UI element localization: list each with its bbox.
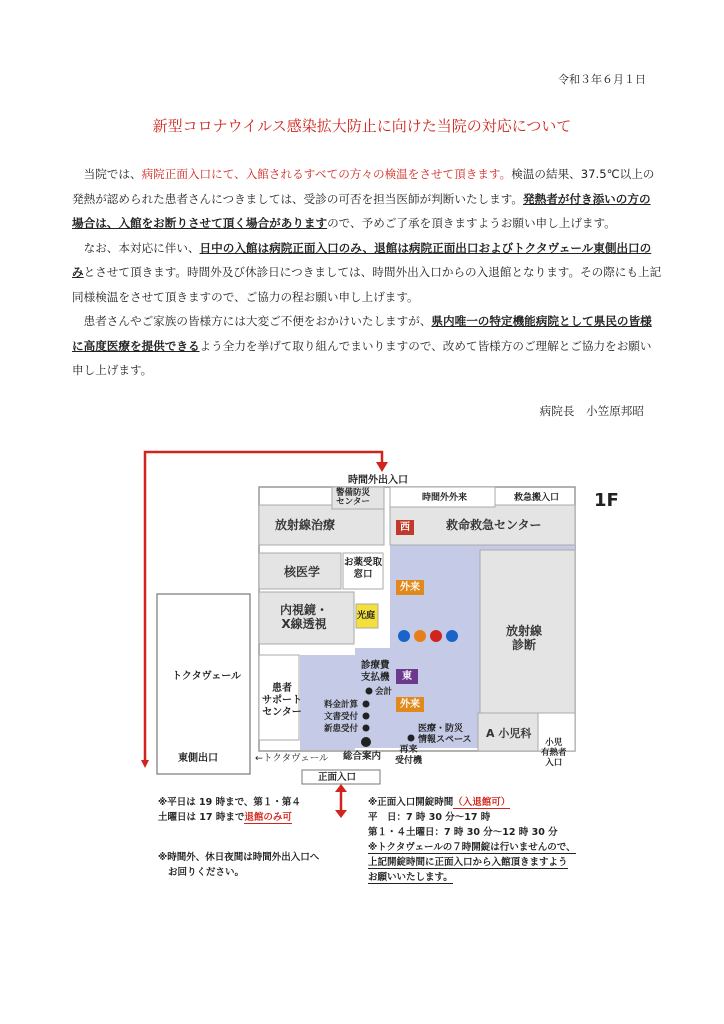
route-line-top bbox=[345, 452, 382, 462]
east-exit-label: 東側出口 bbox=[178, 753, 218, 764]
note-right-6 bbox=[368, 870, 576, 885]
arrow-down-top bbox=[376, 462, 388, 472]
radiology-label: 放射線 診断 bbox=[506, 624, 543, 652]
note-right-6-text: お願いいたします。 bbox=[368, 872, 453, 883]
signature: 病院長 小笠原邦昭 bbox=[539, 404, 644, 418]
courtyard-label: 光庭 bbox=[357, 611, 376, 621]
emergency-entry-label: 救急搬入口 bbox=[514, 493, 560, 503]
main-entrance-label: 正面入口 bbox=[318, 772, 357, 783]
pediatric-er-label: 小児 有熱者 入口 bbox=[541, 738, 567, 768]
after-hours-entrance-label: 時間外出入口 bbox=[348, 475, 408, 486]
emergency-center-label: 救命救急センター bbox=[446, 518, 542, 532]
note-left-2 bbox=[158, 810, 301, 825]
security-label: 警備防災 センター bbox=[336, 488, 371, 507]
patient-support-label: 患者 サポート センター bbox=[262, 683, 302, 718]
note-right-1a: ※正面入口開錠時間 bbox=[368, 797, 454, 808]
accounting-label: 会計 bbox=[375, 687, 393, 697]
counter-dot-3 bbox=[363, 713, 370, 720]
counter-dot-2 bbox=[363, 701, 370, 708]
note-right-1 bbox=[368, 795, 576, 810]
restroom-icon-1 bbox=[398, 630, 410, 642]
note-right-5-text: 上記開錠時間に正面入口から入館頂きますよう bbox=[368, 857, 568, 868]
note-right-2: 平 日：7 時 30 分～17 時 bbox=[368, 812, 491, 823]
p2-text-c: とさせて頂きます。時間外及び休診日につきましては、時間外出入口からの入退館となります。その際にも上記同様検温をさせて頂きますので、ご協力の程お願い申し上げます。 bbox=[72, 265, 662, 304]
entrance-arrow-down bbox=[335, 810, 347, 818]
nuclear-medicine-label: 核医学 bbox=[284, 565, 321, 579]
sign-outpatient-1: 外来 bbox=[396, 580, 424, 595]
pharmacy-label: お薬受取 窓口 bbox=[344, 557, 383, 580]
new-patient-label: 新患受付 bbox=[324, 724, 359, 734]
p1-underline: 発熱者が付き添いの方の場合は、入館をお断りさせて頂く場合があります bbox=[72, 191, 651, 230]
endoscopy-label: 内視鏡・ X線透視 bbox=[280, 603, 329, 631]
note-left bbox=[158, 795, 301, 825]
info-label: 総合案内 bbox=[343, 751, 382, 762]
arrow-tokutaveru-label: ←トクタヴェール bbox=[255, 753, 329, 764]
note-left-bottom bbox=[158, 850, 319, 880]
p1-highlight: 病院正面入口にて、入館されるすべての方々の検温をさせて頂きます。 bbox=[141, 167, 512, 181]
sign-east: 東 bbox=[396, 669, 418, 684]
note-left-2b: 退館のみ可 bbox=[244, 812, 292, 823]
counter-dot-1 bbox=[366, 688, 373, 695]
radiotherapy-label: 放射線治療 bbox=[275, 518, 336, 532]
page-title: 新型コロナウイルス感染拡大防止に向けた当院の対応について bbox=[152, 117, 572, 135]
note-right-3: 第１・４土曜日：7 時 30 分～12 時 30 分 bbox=[368, 827, 558, 838]
note-left-2a: 土曜日は 17 時まで bbox=[158, 812, 245, 823]
p1-text-a: 当院では、 bbox=[83, 167, 142, 181]
billing-label: 料金計算 bbox=[324, 700, 359, 710]
p2-underline: 日中の入館は病院正面入口のみ、退館は病院正面出口およびトクタヴェール東側出口のみ bbox=[72, 240, 652, 279]
restroom-icon-3 bbox=[430, 630, 442, 642]
tokutaveru-building bbox=[157, 594, 250, 774]
note-left-4: お回りください。 bbox=[168, 867, 245, 878]
p3-text-c: よう全力を挙げて取り組んでまいりますので、改めて皆様方のご理解とご協力をお願い申し上げます。 bbox=[72, 338, 652, 377]
floor-label: 1F bbox=[594, 490, 619, 511]
revisit-label: 再来 受付機 bbox=[395, 745, 423, 766]
note-right bbox=[368, 795, 576, 885]
p1-text-c: 検温の結果、37.5℃以上の発熱が認められた患者さんにつきましては、受診の可否を担当医師が判断いたします。 bbox=[72, 167, 655, 206]
counter-dot-4 bbox=[363, 725, 370, 732]
restroom-icon-4 bbox=[446, 630, 458, 642]
p3-text-a: 患者さんやご家族の皆様方には大変ご不便をおかけいたしますが、 bbox=[83, 314, 432, 328]
after-hours-outpatient-label: 時間外外来 bbox=[422, 493, 468, 503]
note-right-1b: （入退館可） bbox=[453, 797, 511, 808]
arrow-down-left bbox=[141, 760, 149, 768]
documents-label: 文書受付 bbox=[324, 712, 359, 722]
entrance-arrow-up bbox=[335, 784, 347, 792]
note-right-4 bbox=[368, 840, 576, 855]
note-right-5 bbox=[368, 855, 576, 870]
info-icon bbox=[361, 737, 371, 747]
tokutaveru-label: トクタヴェール bbox=[172, 671, 241, 682]
sign-outpatient-2: 外来 bbox=[396, 697, 424, 712]
note-left-1: ※平日は 19 時まで、第１・第４ bbox=[158, 797, 301, 808]
p2-text-a: なお、本対応に伴い、 bbox=[83, 240, 200, 255]
medical-disaster-label: 医療・防災 情報スペース bbox=[418, 724, 472, 745]
p3-underline: 県内唯一の特定機能病院として県民の皆様に高度医療を提供できる bbox=[72, 314, 652, 353]
p1-text-e: ので、予めご了承を頂きますようお願い申し上げます。 bbox=[327, 216, 616, 230]
document-date: 令和３年６月１日 bbox=[558, 73, 646, 86]
note-right-4-text: ※トクタヴェールの７時開錠は行いませんので、 bbox=[368, 842, 576, 853]
sign-west: 西 bbox=[396, 520, 414, 535]
counter-dot-5 bbox=[408, 735, 415, 742]
pediatrics-label: A 小児科 bbox=[486, 727, 532, 740]
note-left-3: ※時間外、休日夜間は時間外出入口へ bbox=[158, 852, 320, 863]
payment-label: 診療費 支払機 bbox=[361, 660, 390, 683]
restroom-icon-2 bbox=[414, 630, 426, 642]
